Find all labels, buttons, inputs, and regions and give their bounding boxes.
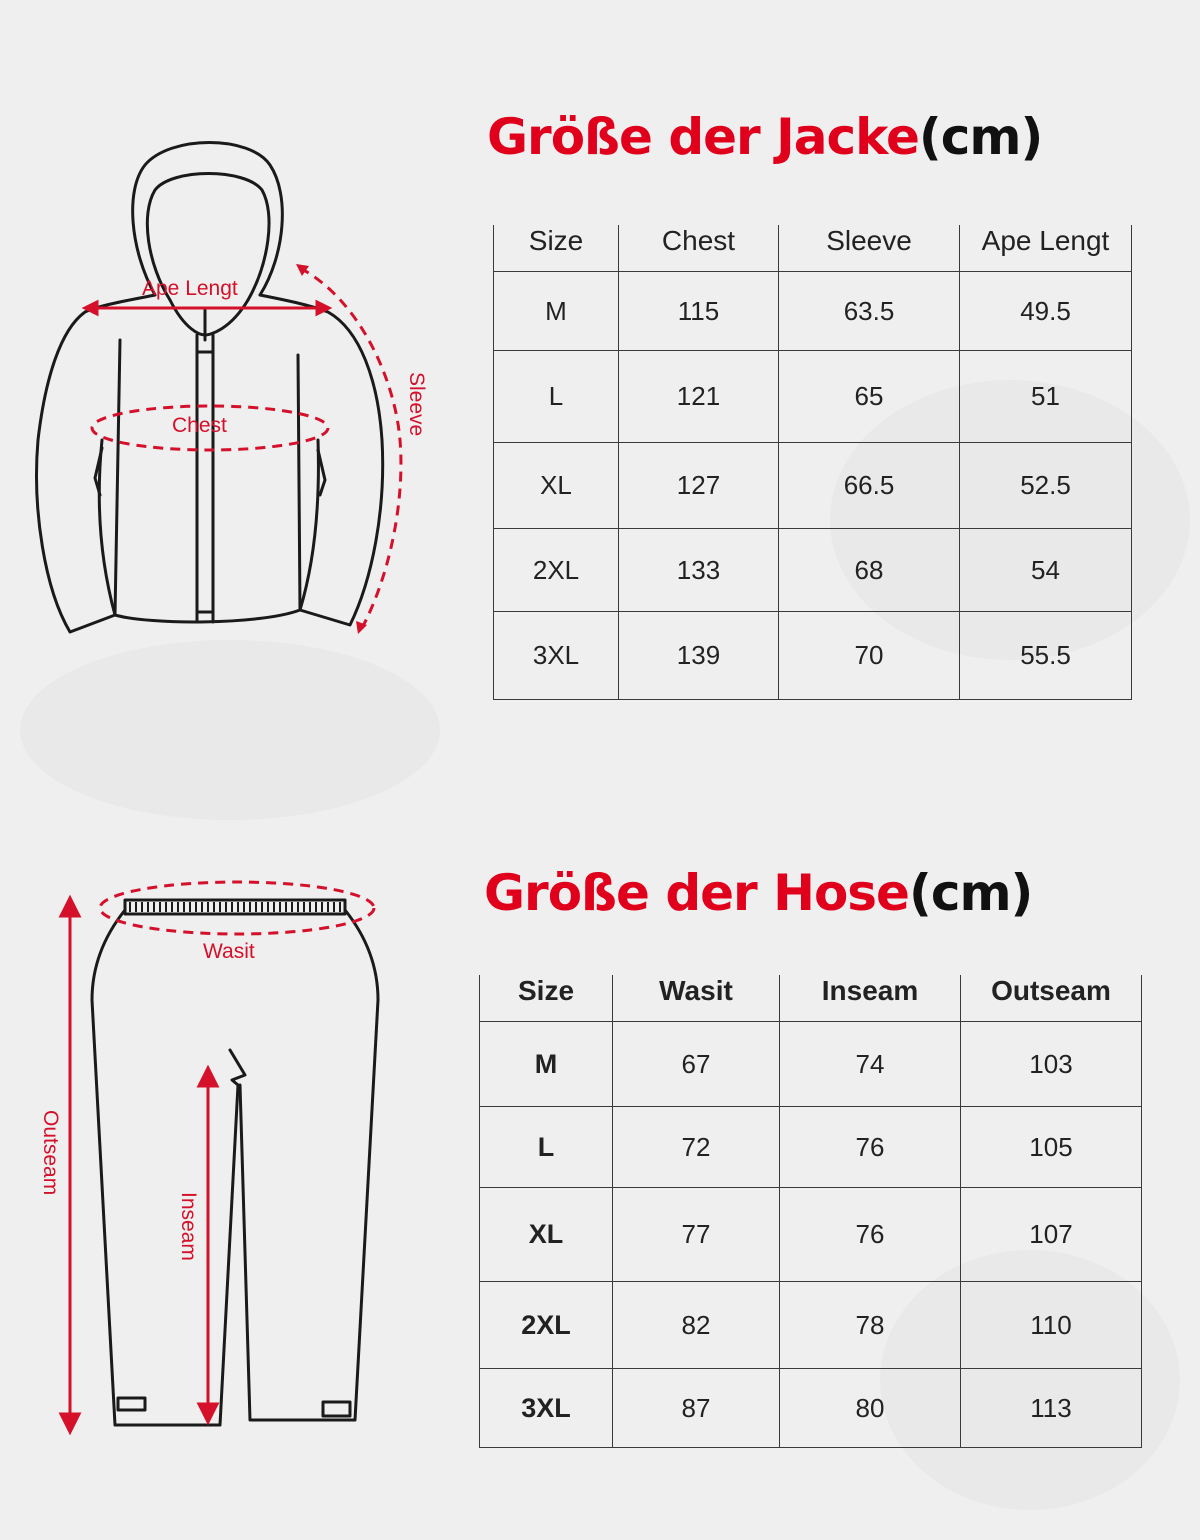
cell-size: 3XL [494,612,619,700]
cell-chest: 139 [619,612,779,700]
table-row [494,443,1132,529]
cell-inseam: 76 [780,1107,961,1188]
pants-size-title [484,864,1033,922]
cell-size: XL [480,1188,613,1282]
cell-outseam: 103 [961,1022,1142,1107]
pants-size-table [479,975,1142,1448]
cell-sleeve: 66.5 [779,443,960,529]
cell-sleeve: 65 [779,351,960,443]
background-blob [20,640,440,820]
cell-size: XL [494,443,619,529]
chest-label: Chest [172,414,227,437]
cell-inseam: 80 [780,1369,961,1448]
cell-sleeve: 70 [779,612,960,700]
cell-waist: 77 [613,1188,780,1282]
cell-chest: 133 [619,529,779,612]
cell-size: M [480,1022,613,1107]
header-chest: Chest [619,225,779,272]
cell-chest: 121 [619,351,779,443]
cell-ape-length: 51 [960,351,1132,443]
cell-ape-length: 54 [960,529,1132,612]
table-row [494,272,1132,351]
cell-waist: 87 [613,1369,780,1448]
table-row [480,1188,1142,1282]
cell-waist: 72 [613,1107,780,1188]
cell-outseam: 113 [961,1369,1142,1448]
ape-length-label: Ape Lengt [142,277,238,300]
cell-ape-length: 52.5 [960,443,1132,529]
header-size: Size [494,225,619,272]
header-waist: Wasit [613,975,780,1022]
header-ape-length: Ape Lengt [960,225,1132,272]
table-row [480,1369,1142,1448]
cell-outseam: 105 [961,1107,1142,1188]
header-outseam: Outseam [961,975,1142,1022]
pants-title-unit: (cm) [908,864,1033,922]
cell-inseam: 74 [780,1022,961,1107]
cell-inseam: 78 [780,1282,961,1369]
table-row [480,1022,1142,1107]
jacket-size-title [487,108,1043,166]
cell-sleeve: 68 [779,529,960,612]
header-inseam: Inseam [780,975,961,1022]
cell-chest: 127 [619,443,779,529]
jacket-title-main: Größe der Jacke [487,108,919,166]
cell-inseam: 76 [780,1188,961,1282]
cell-outseam: 107 [961,1188,1142,1282]
table-row [494,612,1132,700]
sleeve-label: Sleeve [405,372,428,437]
cell-ape-length: 49.5 [960,272,1132,351]
cell-size: 2XL [494,529,619,612]
cell-chest: 115 [619,272,779,351]
cell-waist: 67 [613,1022,780,1107]
cell-waist: 82 [613,1282,780,1369]
cell-size: 2XL [480,1282,613,1369]
table-row [494,529,1132,612]
cell-size: 3XL [480,1369,613,1448]
cell-sleeve: 63.5 [779,272,960,351]
table-row [480,1282,1142,1369]
jacket-title-unit: (cm) [918,108,1043,166]
outseam-label: Outseam [39,1110,62,1196]
cell-size: M [494,272,619,351]
cell-outseam: 110 [961,1282,1142,1369]
header-sleeve: Sleeve [779,225,960,272]
jacket-size-table [493,225,1132,700]
table-row [480,1107,1142,1188]
cell-ape-length: 55.5 [960,612,1132,700]
waist-label: Wasit [203,940,255,963]
cell-size: L [480,1107,613,1188]
table-header-row [480,975,1142,1022]
table-row [494,351,1132,443]
table-header-row [494,225,1132,272]
header-size: Size [480,975,613,1022]
jacket-diagram [0,130,460,650]
inseam-label: Inseam [177,1192,200,1261]
cell-size: L [494,351,619,443]
pants-title-main: Größe der Hose [484,864,909,922]
